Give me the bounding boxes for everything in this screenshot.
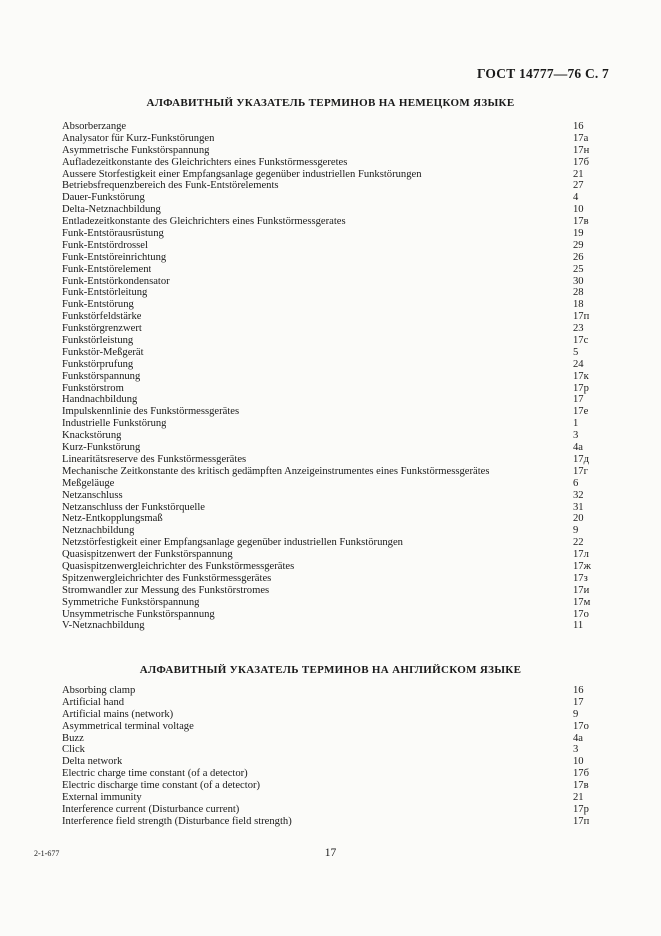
index-term: Funkstörleistung (62, 335, 134, 347)
index-number: 16 (573, 121, 584, 132)
index-term: Symmetriche Funkstörspannung (62, 596, 200, 608)
page-number: 17 (324, 847, 337, 859)
index-entry (62, 359, 611, 371)
footer-code: 2-1-677 (34, 849, 60, 858)
index-term: Meßgeläuge (62, 477, 115, 489)
index-entry (62, 371, 611, 383)
index-number: 17в (573, 216, 589, 228)
index-term: Betriebsfrequenzbereich des Funk-Entstörelements (62, 180, 279, 192)
index-entry (62, 561, 611, 573)
index-entry (62, 145, 611, 157)
index-term: Mechanische Zeitkonstante des kritisch gedämpften Anzeigeinstrumentes eines Funkstörmessgerätes (62, 465, 490, 477)
index-entry (62, 133, 611, 145)
index-term: Aussere Storfestigkeit einer Empfangsanlage gegenüber industriellen Funkstörungen (62, 168, 422, 180)
index-number: 22 (573, 537, 584, 549)
index-term: Funkstörgrenzwert (62, 323, 142, 335)
index-entry (62, 513, 611, 525)
index-entry (62, 169, 611, 181)
index-entry (62, 180, 611, 192)
index-entry (62, 121, 611, 133)
index-term: Linearitätsreserve des Funkstörmessgerätes (62, 453, 247, 465)
index-number: 11 (573, 620, 584, 632)
index-number: 17 (573, 394, 584, 406)
german-index-title: АЛФАВИТНЫЙ УКАЗАТЕЛЬ ТЕРМИНОВ НА НЕМЕЦКОМ ЯЗЫКЕ (146, 97, 515, 109)
index-entry (62, 311, 611, 323)
index-entry (62, 192, 611, 204)
page-header: ГОСТ 14777—76 С. 7 (476, 66, 609, 81)
index-term: Asymmetrical terminal voltage (62, 720, 194, 732)
index-number: 17о (573, 720, 589, 732)
index-number: 6 (573, 477, 579, 489)
index-entry (62, 502, 611, 514)
index-term: Spitzenwergleichrichter des Funkstörmessgerätes (62, 572, 272, 584)
index-entry (62, 792, 611, 804)
index-term: Aufladezeitkonstante des Gleichrichters eines Funkstörmessgeretes (62, 156, 348, 168)
index-number: 17р (573, 803, 589, 815)
index-entry (62, 430, 611, 442)
index-term: Absorberzange (62, 121, 127, 132)
index-entry (62, 335, 611, 347)
index-number: 17о (573, 608, 589, 620)
index-term: Netzanschluss der Funkstörquelle (62, 501, 205, 513)
index-entry (62, 418, 611, 430)
index-number: 17в (573, 780, 589, 792)
index-term: Funkstörfeldstärke (62, 311, 142, 323)
index-term: Analysator für Kurz-Funkstörungen (62, 132, 215, 144)
index-entry (62, 685, 611, 697)
index-entry (62, 721, 611, 733)
index-term: Handnachbildung (62, 394, 138, 406)
index-entry (62, 490, 611, 502)
index-term: Electric discharge time constant (of a detector) (62, 780, 261, 792)
index-number: 17м (573, 596, 591, 608)
index-number: 17е (573, 406, 589, 418)
index-number: 31 (573, 501, 584, 513)
index-number: 28 (573, 287, 584, 299)
index-entry (62, 585, 611, 597)
index-number: 32 (573, 489, 584, 501)
index-entry (62, 204, 611, 216)
index-number: 23 (573, 323, 584, 335)
index-number: 1 (573, 418, 579, 430)
index-term: Funkstörprufung (62, 358, 134, 370)
index-term: Buzz (62, 732, 84, 744)
index-entry (62, 442, 611, 454)
index-term: Impulskennlinie des Funkstörmessgerätes (62, 406, 240, 418)
index-number: 25 (573, 263, 584, 275)
index-number: 17р (573, 382, 589, 394)
index-entry (62, 299, 611, 311)
index-term: Funkstörspannung (62, 370, 141, 382)
index-number: 21 (573, 168, 584, 180)
index-entry (62, 609, 611, 621)
index-term: Funk-Entstörkondensator (62, 275, 170, 287)
index-number: 20 (573, 513, 584, 525)
index-number: 19 (573, 228, 584, 240)
index-number: 5 (573, 346, 579, 358)
english-index-title: АЛФАВИТНЫЙ УКАЗАТЕЛЬ ТЕРМИНОВ НА АНГЛИЙСКОМ ЯЗЫКЕ (139, 664, 522, 676)
index-entry (62, 697, 611, 709)
index-entry (62, 276, 611, 288)
index-number: 17с (573, 335, 589, 347)
index-term: Interference field strength (Disturbance field strength) (62, 815, 292, 827)
index-entry (62, 620, 611, 632)
index-number: 26 (573, 251, 584, 263)
index-term: Funkstör-Meßgerät (62, 346, 144, 358)
index-term: Funk-Entstörausrüstung (62, 228, 164, 240)
index-number: 24 (573, 358, 584, 370)
index-entry (62, 394, 611, 406)
index-entry (62, 780, 611, 792)
index-entry (62, 240, 611, 252)
index-term: Dauer-Funkstörung (62, 192, 145, 204)
index-term: Delta-Netznachbildung (62, 204, 161, 216)
index-number: 21 (573, 792, 584, 804)
index-entry (62, 157, 611, 169)
index-term: Netzstörfestigkeit einer Empfangsanlage gegenüber industriellen Funkstörungen (62, 537, 403, 549)
index-entry (62, 478, 611, 490)
index-term: Funk-Entstöreinrichtung (62, 251, 167, 263)
index-number: 4a (573, 442, 583, 454)
index-number: 17п (573, 311, 590, 323)
index-term: Absorbing clamp (62, 685, 136, 696)
index-number: 16 (573, 685, 584, 696)
index-term: Netzanschluss (62, 489, 123, 501)
index-entry (62, 549, 611, 561)
index-number: 3 (573, 430, 579, 442)
index-entry (62, 768, 611, 780)
index-term: Quasispitzenwert der Funkstörspannung (62, 549, 233, 561)
index-term: Netz-Entkopplungsmaß (62, 513, 163, 525)
index-number: 17г (573, 465, 588, 477)
index-entry (62, 383, 611, 395)
english-index-list (62, 685, 611, 828)
index-number: 17к (573, 370, 589, 382)
index-term: Interference current (Disturbance current) (62, 803, 240, 815)
index-term: Industrielle Funkstörung (62, 418, 167, 430)
index-entry (62, 709, 611, 721)
index-term: Asymmetrische Funkstörspannung (62, 144, 210, 156)
index-number: 18 (573, 299, 584, 311)
index-number: 17н (573, 144, 590, 156)
index-entry (62, 804, 611, 816)
index-entry (62, 406, 611, 418)
index-entry (62, 744, 611, 756)
index-number: 17ж (573, 560, 591, 572)
index-entry (62, 454, 611, 466)
index-number: 27 (573, 180, 584, 192)
index-entry (62, 228, 611, 240)
index-number: 29 (573, 239, 584, 251)
index-entry (62, 573, 611, 585)
index-number: 17п (573, 815, 590, 827)
index-entry (62, 597, 611, 609)
index-number: 17a (573, 132, 589, 144)
index-entry (62, 252, 611, 264)
index-entry (62, 216, 611, 228)
index-number: 17и (573, 584, 590, 596)
index-number: 17з (573, 572, 588, 584)
index-number: 17 (573, 696, 584, 708)
index-entry (62, 525, 611, 537)
index-term: Unsymmetrische Funkstörspannung (62, 608, 215, 620)
index-entry (62, 733, 611, 745)
index-entry (62, 323, 611, 335)
index-term: Artificial mains (network) (62, 708, 174, 720)
index-entry (62, 537, 611, 549)
index-number: 17л (573, 549, 589, 561)
index-number: 9 (573, 708, 579, 720)
index-term: Stromwandler zur Messung des Funkstörstromes (62, 584, 270, 596)
index-entry (62, 264, 611, 276)
index-number: 10 (573, 756, 584, 768)
index-number: 17б (573, 768, 589, 780)
index-term: Quasispitzenwergleichrichter des Funkstörmessgerätes (62, 560, 295, 572)
index-entry (62, 287, 611, 299)
index-number: 17д (573, 453, 589, 465)
index-term: External immunity (62, 792, 142, 804)
index-number: 30 (573, 275, 584, 287)
index-term: Funk-Entstördrossel (62, 239, 148, 251)
index-term: Artificial hand (62, 696, 125, 708)
index-entry (62, 756, 611, 768)
index-term: Netznachbildung (62, 525, 135, 537)
index-number: 4a (573, 732, 583, 744)
index-number: 4 (573, 192, 579, 204)
index-entry (62, 816, 611, 828)
index-term: Funk-Entstörelement (62, 263, 152, 275)
index-entry (62, 347, 611, 359)
index-term: V-Netznachbildung (62, 620, 145, 632)
index-term: Funk-Entstörung (62, 299, 134, 311)
index-term: Electric charge time constant (of a detector) (62, 768, 248, 780)
index-number: 9 (573, 525, 579, 537)
index-entry (62, 466, 611, 478)
index-term: Click (62, 744, 85, 756)
index-term: Knackstörung (62, 430, 122, 442)
index-number: 3 (573, 744, 579, 756)
index-term: Delta network (62, 756, 123, 768)
index-number: 17б (573, 156, 589, 168)
index-term: Kurz-Funkstörung (62, 442, 141, 454)
index-number: 10 (573, 204, 584, 216)
index-term: Entladezeitkonstante des Gleichrichters eines Funkstörmessgerates (62, 216, 346, 228)
index-term: Funk-Entstörleitung (62, 287, 148, 299)
index-term: Funkstörstrom (62, 382, 124, 394)
german-index-list (62, 121, 611, 632)
